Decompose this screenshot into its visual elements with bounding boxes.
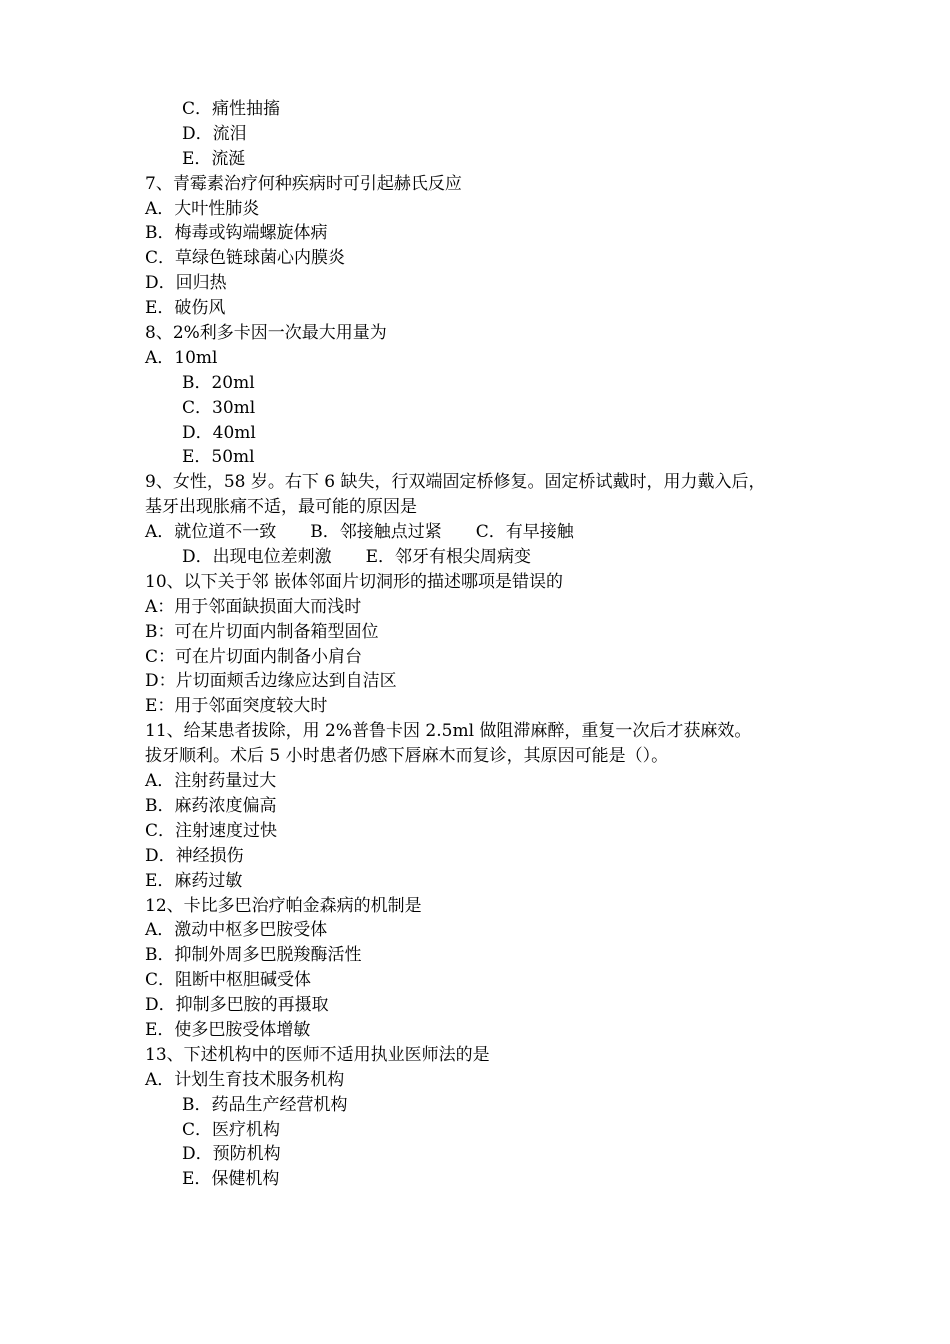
text-line: E．使多巴胺受体增敏 bbox=[145, 1019, 311, 1040]
text-line: E．50ml bbox=[182, 447, 255, 468]
text-line: A．计划生育技术服务机构 bbox=[145, 1069, 345, 1090]
text-line: 拔牙顺利。术后 5 小时患者仍感下唇麻木而复诊，其原因可能是（）。 bbox=[145, 746, 669, 767]
text-line: C．草绿色链球菌心内膜炎 bbox=[145, 248, 346, 269]
text-line: E：用于邻面突度较大时 bbox=[145, 696, 328, 717]
text-line: D．神经损伤 bbox=[145, 845, 244, 866]
text-line: A．激动中枢多巴胺受体 bbox=[145, 920, 328, 941]
text-line: C．痛性抽搐 bbox=[182, 99, 281, 119]
text-line: D：片切面颊舌边缘应达到自洁区 bbox=[145, 671, 397, 692]
text-line: 8、2%利多卡因一次最大用量为 bbox=[145, 323, 387, 344]
text-line: A：用于邻面缺损面大而浅时 bbox=[145, 596, 362, 617]
text-line: 10、以下关于邻 嵌体邻面片切洞形的描述哪项是错误的 bbox=[145, 571, 564, 592]
text-line: D．40ml bbox=[182, 422, 256, 443]
text-line: 9、女性，58 岁。右下 6 缺失，行双端固定桥修复。固定桥试戴时，用力戴入后， bbox=[145, 472, 766, 493]
text-line: 12、卡比多巴治疗帕金森病的机制是 bbox=[145, 895, 422, 916]
text-line: E．破伤风 bbox=[145, 298, 226, 319]
text-line: A．就位道不一致 B．邻接触点过紧 C．有早接触 bbox=[145, 522, 574, 543]
text-line: D．流泪 bbox=[182, 123, 247, 144]
text-line: B．梅毒或钩端螺旋体病 bbox=[145, 223, 328, 244]
text-line: C．注射速度过快 bbox=[145, 820, 278, 841]
text-line: B．麻药浓度偏高 bbox=[145, 795, 277, 816]
text-line: 11、给某患者拔除，用 2%普鲁卡因 2.5ml 做阻滞麻醉，重复一次后才获麻效。 bbox=[145, 721, 752, 742]
text-line: C．30ml bbox=[182, 397, 256, 418]
text-line: A．10ml bbox=[145, 347, 218, 368]
text-line: C：可在片切面内制备小肩台 bbox=[145, 646, 363, 667]
text-line: 7、青霉素治疗何种疾病时可引起赫氏反应 bbox=[145, 173, 462, 194]
text-line: E．保健机构 bbox=[182, 1169, 280, 1190]
text-line: D．预防机构 bbox=[182, 1144, 281, 1165]
text-line: E．流涎 bbox=[182, 148, 246, 169]
text-line: C．医疗机构 bbox=[182, 1119, 281, 1140]
text-line: B．20ml bbox=[182, 372, 255, 393]
text-line: B．抑制外周多巴脱羧酶活性 bbox=[145, 945, 362, 966]
text-line: 基牙出现胀痛不适，最可能的原因是 bbox=[145, 497, 417, 518]
text-line: B．药品生产经营机构 bbox=[182, 1094, 348, 1115]
text-line: D．出现电位差刺激 E．邻牙有根尖周病变 bbox=[182, 547, 532, 568]
text-line: 13、下述机构中的医师不适用执业医师法的是 bbox=[145, 1044, 490, 1065]
text-line: D．回归热 bbox=[145, 273, 227, 294]
text-line: B：可在片切面内制备箱型固位 bbox=[145, 621, 379, 642]
text-line: C．阻断中枢胆碱受体 bbox=[145, 970, 312, 991]
text-line: D．抑制多巴胺的再摄取 bbox=[145, 995, 329, 1016]
document-body bbox=[145, 97, 825, 1192]
text-line: E．麻药过敏 bbox=[145, 870, 243, 891]
text-line: A．大叶性肺炎 bbox=[145, 198, 260, 219]
text-line: A．注射药量过大 bbox=[145, 771, 277, 792]
